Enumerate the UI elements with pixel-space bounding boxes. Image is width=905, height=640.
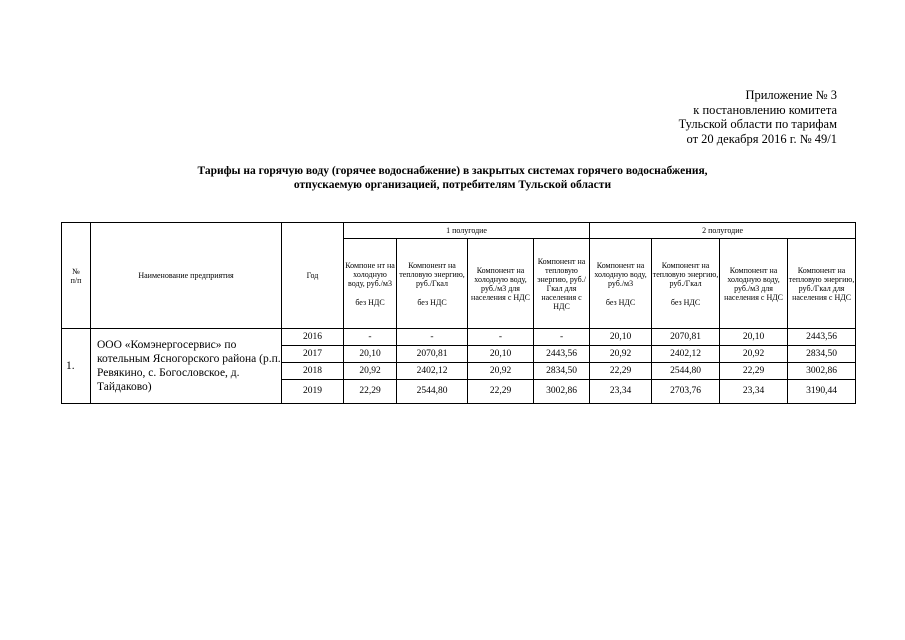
subheader-text: Компонент на тепловую энергию, руб./Гкал (399, 260, 465, 288)
subheader-h1-col-3 (468, 239, 534, 329)
value-cell: 2834,50 (788, 346, 856, 363)
value-cell: - (344, 329, 397, 346)
subheader-h1-col-2 (397, 239, 468, 329)
value-cell: 23,34 (720, 380, 788, 404)
subheader-vat-note: без НДС (417, 297, 447, 307)
value-cell: - (397, 329, 468, 346)
subheader-h2-col-2 (652, 239, 720, 329)
header-half-1: 1 полугодие (344, 223, 590, 239)
value-cell: 20,10 (590, 329, 652, 346)
title-line: Тарифы на горячую воду (горячее водоснабжение) в закрытых системах горячего водоснабжения, (197, 165, 708, 177)
value-cell: 2544,80 (397, 380, 468, 404)
subheader-text: Компонент на тепловую энергию, руб./Гкал (652, 260, 719, 288)
document-title (0, 164, 905, 192)
tariffs-table (61, 222, 856, 404)
value-cell: 22,29 (590, 363, 652, 380)
value-cell: 3190,44 (788, 380, 856, 404)
subheader-h2-col-3 (720, 239, 788, 329)
subheader-h1-col-1 (344, 239, 397, 329)
value-cell: 20,10 (344, 346, 397, 363)
value-cell: 20,10 (720, 329, 788, 346)
subheader-vat-note: без НДС (670, 297, 701, 307)
subheader-text: Компонент на холодную воду, руб./м3 (594, 260, 647, 288)
value-cell: 23,34 (590, 380, 652, 404)
appendix-line: Тульской области по тарифам (678, 117, 837, 131)
value-cell: 2834,50 (534, 363, 590, 380)
subheader-vat-note: без НДС (605, 297, 636, 307)
appendix-line: Приложение № 3 (745, 88, 837, 102)
subheader-text: Компонент на тепловую энергию, руб./Гкал для населения с НДС (788, 265, 855, 302)
value-cell: 2544,80 (652, 363, 720, 380)
appendix-line: к постановлению комитета (693, 102, 837, 117)
subheader-h1-col-4 (534, 239, 590, 329)
header-half-2: 2 полугодие (590, 223, 856, 239)
subheader-text: Компонент на холодную воду, руб./м3 для населения с НДС (471, 265, 530, 302)
header-number-sign: № (72, 266, 80, 276)
value-cell: 20,10 (468, 346, 534, 363)
subheader-text: Компонент на тепловую энергию, руб./Гкал для населения с НДС (537, 256, 586, 311)
value-cell: 2402,12 (397, 363, 468, 380)
value-cell: 2070,81 (652, 329, 720, 346)
row-year: 2019 (282, 380, 344, 404)
subheader-h2-col-4 (788, 239, 856, 329)
value-cell: 2070,81 (397, 346, 468, 363)
value-cell: - (534, 329, 590, 346)
org-name: ООО «Комэнергосервис» по котельным Ясногорского района (р.п. Ревякино, с. Богословское, д. Тайдаково) (91, 329, 282, 404)
value-cell: 2443,56 (788, 329, 856, 346)
value-cell: 2703,76 (652, 380, 720, 404)
subheader-text: Компоне нт на холодную воду, руб./м3 (345, 260, 395, 288)
value-cell: 3002,86 (534, 380, 590, 404)
subheader-h2-col-1 (590, 239, 652, 329)
value-cell: 20,92 (468, 363, 534, 380)
value-cell: 20,92 (590, 346, 652, 363)
value-cell: 22,29 (720, 363, 788, 380)
value-cell: 2443,56 (534, 346, 590, 363)
org-number: 1. (62, 329, 91, 404)
header-number (62, 223, 91, 329)
header-year: Год (282, 223, 344, 329)
header-number-abbrev: п/п (70, 275, 82, 285)
appendix-line: от 20 декабря 2016 г. № 49/1 (686, 131, 837, 146)
row-year: 2017 (282, 346, 344, 363)
value-cell: - (468, 329, 534, 346)
value-cell: 22,29 (468, 380, 534, 404)
subheader-text: Компонент на холодную воду, руб./м3 для населения с НДС (724, 265, 784, 302)
appendix-header (679, 88, 837, 146)
value-cell: 2402,12 (652, 346, 720, 363)
value-cell: 3002,86 (788, 363, 856, 380)
row-year: 2018 (282, 363, 344, 380)
value-cell: 20,92 (344, 363, 397, 380)
value-cell: 22,29 (344, 380, 397, 404)
title-line: отпускаемую организацией, потребителям Тульской области (293, 179, 612, 191)
value-cell: 20,92 (720, 346, 788, 363)
row-year: 2016 (282, 329, 344, 346)
subheader-vat-note: без НДС (355, 297, 385, 307)
header-enterprise-name: Наименование предприятия (91, 223, 282, 329)
